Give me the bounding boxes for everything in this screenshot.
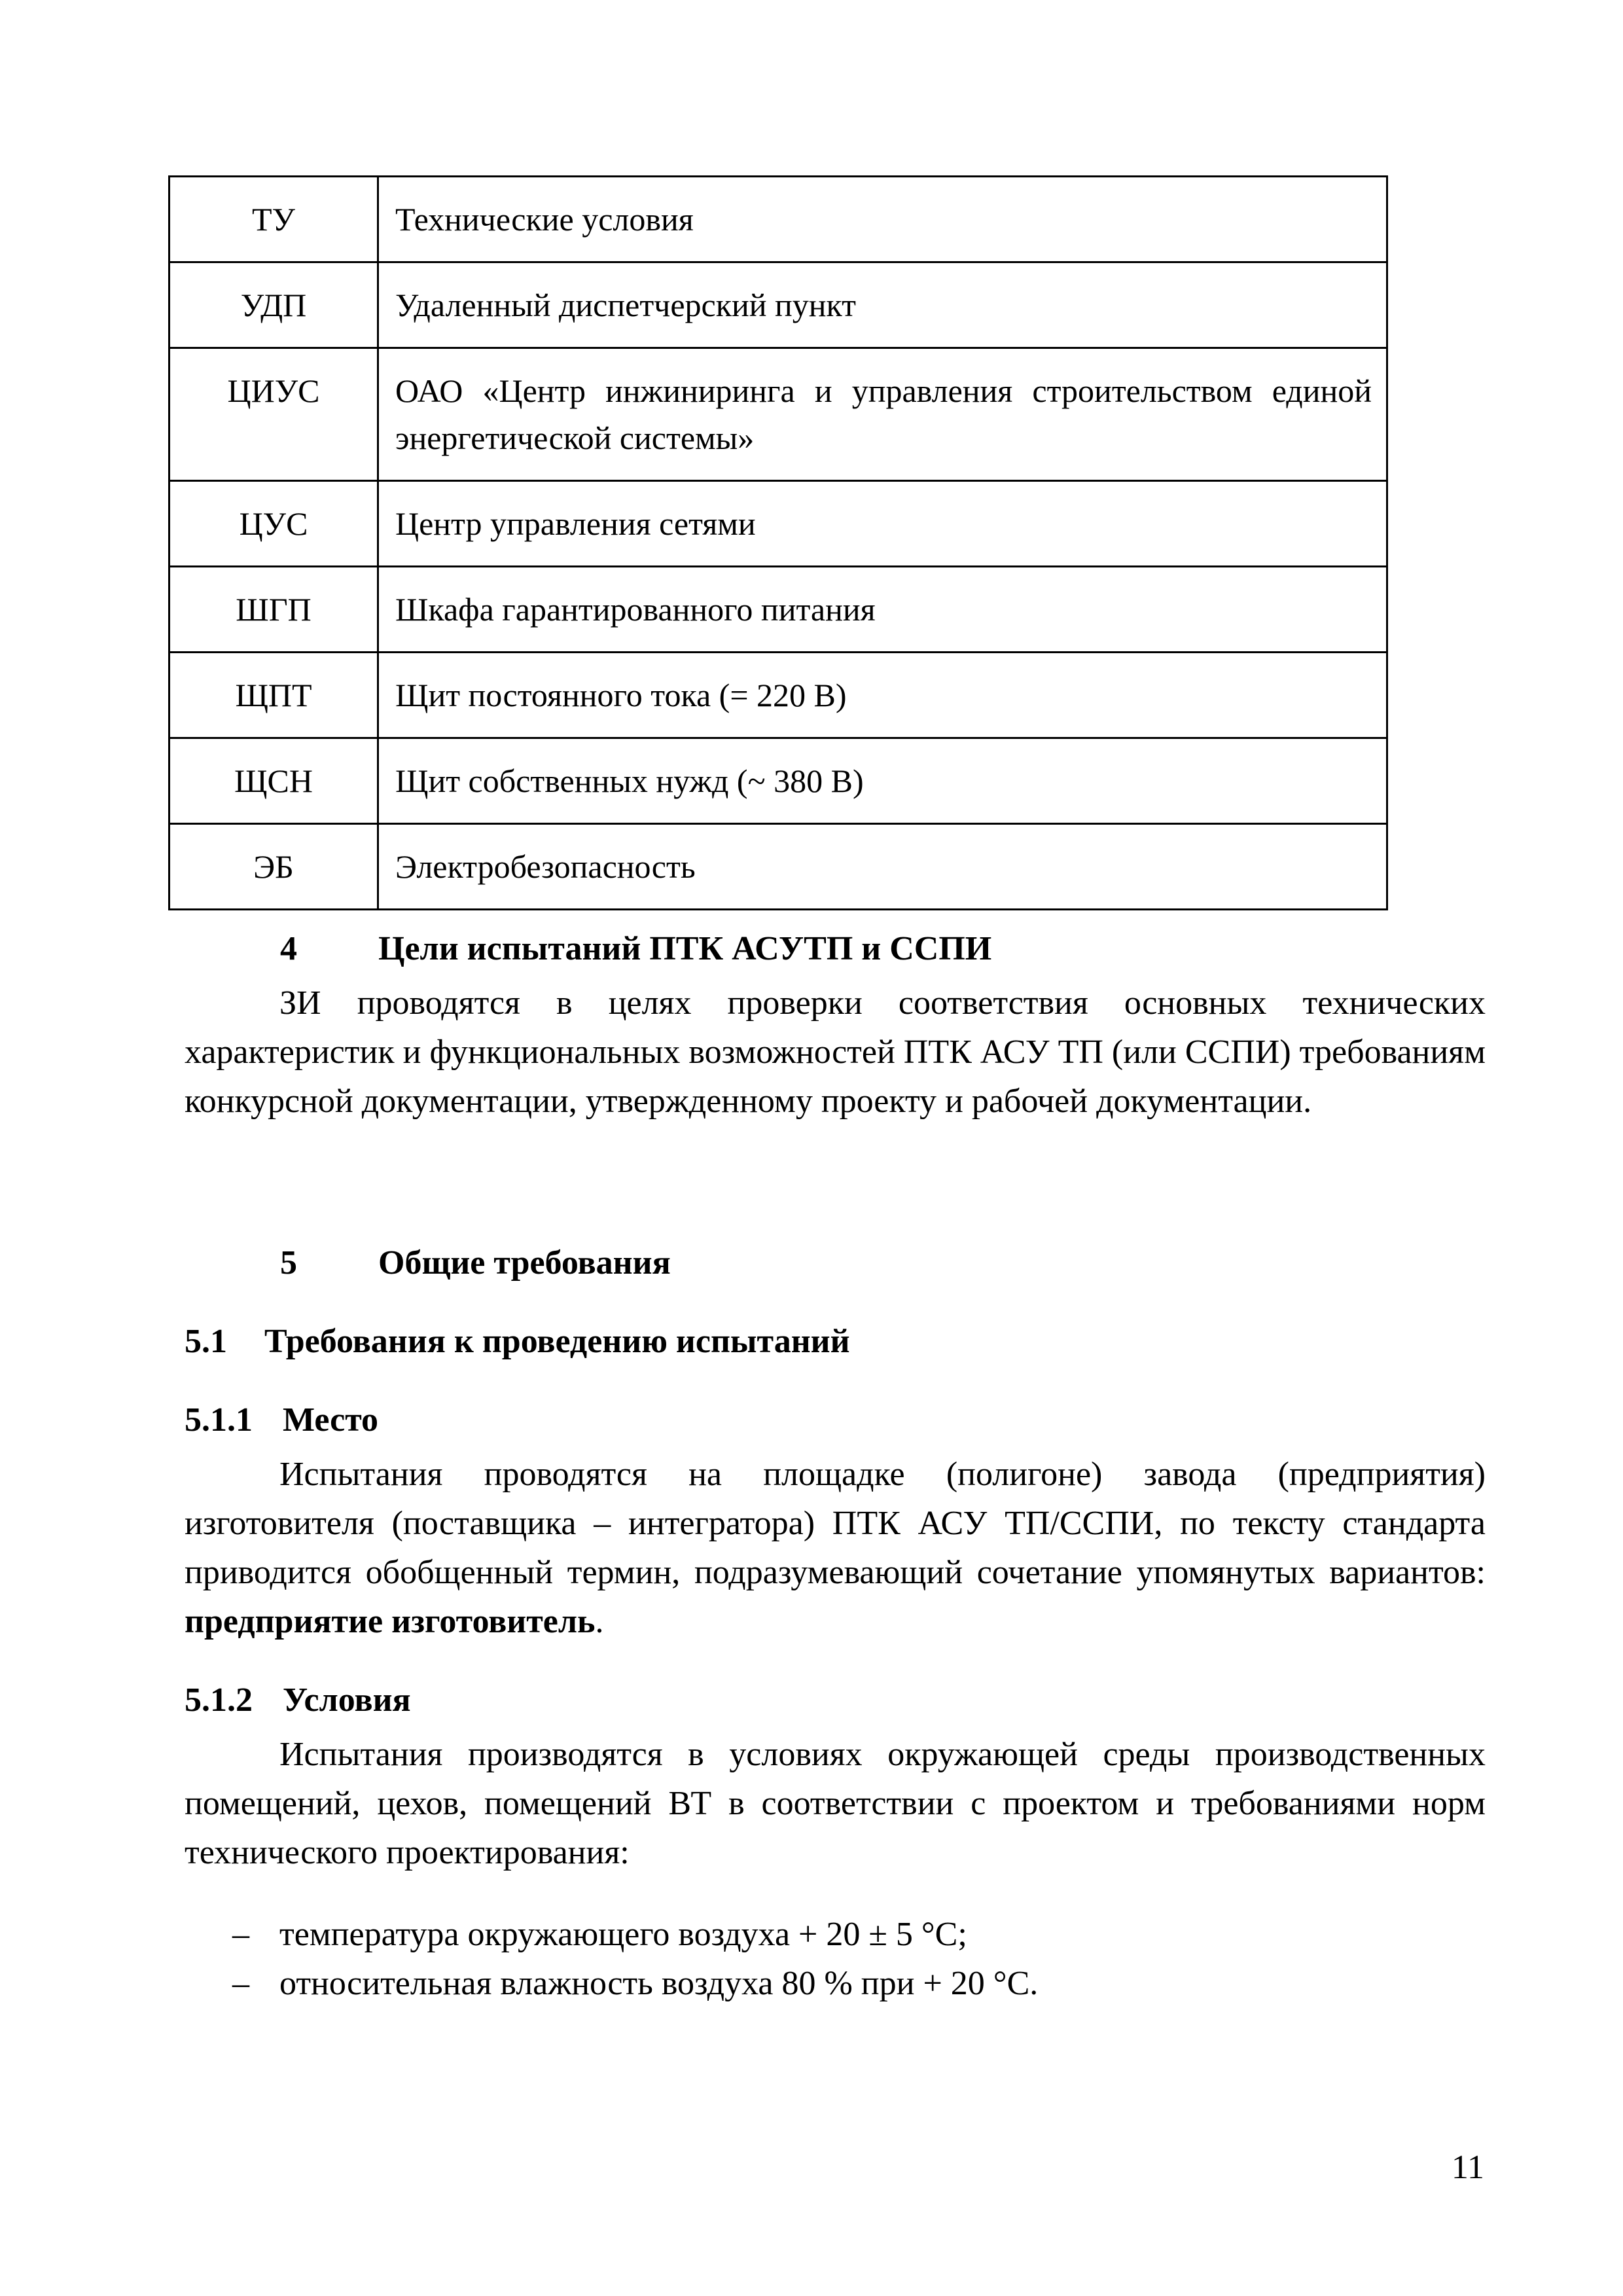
abbreviation-description: Технические условия xyxy=(378,177,1387,262)
section-5-1-heading xyxy=(185,1322,1486,1361)
paragraph-text: Испытания проводятся на площадке (полигоне) завода (предприятия) изготовителя (поставщика – интегратора) ПТК АСУ ТП/ССПИ, по тексту стандарта приводится обобщенный термин, подразумевающий сочетание упомянутых вариантов: xyxy=(185,1456,1486,1591)
section-title: Общие требования xyxy=(378,1244,671,1282)
emphasized-term: предприятие изготовитель xyxy=(185,1603,596,1640)
abbreviation-code: ШГП xyxy=(169,567,378,653)
section-4-heading xyxy=(280,929,1581,968)
section-number: 4 xyxy=(280,930,297,967)
section-title: Цели испытаний ПТК АСУТП и ССПИ xyxy=(378,930,992,967)
section-5-1-2-heading xyxy=(185,1681,1486,1719)
section-number: 5.1.1 xyxy=(185,1401,253,1439)
abbreviation-code: ЭБ xyxy=(169,824,378,910)
conditions-list xyxy=(232,1910,1476,2008)
table-row xyxy=(169,738,1387,824)
abbreviation-code: ЩПТ xyxy=(169,653,378,738)
table-row xyxy=(169,824,1387,910)
section-4-paragraph: ЗИ проводятся в целях проверки соответствия основных технических характеристик и функциональных возможностей ПТК АСУ ТП (или ССПИ) требованиям конкурсной документации, утвержденному проекту и рабочей документации. xyxy=(185,984,1486,1120)
section-5-1-1-heading xyxy=(185,1401,1486,1439)
abbreviation-code: ЩСН xyxy=(169,738,378,824)
list-item xyxy=(232,1959,1476,2008)
abbreviation-description: Центр управления сетями xyxy=(378,481,1387,567)
table-row xyxy=(169,348,1387,481)
list-item-text: температура окружающего воздуха + 20 ± 5 °С; xyxy=(279,1916,967,1953)
abbreviation-description: Удаленный диспетчерский пункт xyxy=(378,262,1387,348)
section-number: 5.1 xyxy=(185,1323,227,1360)
abbreviation-code: ТУ xyxy=(169,177,378,262)
list-marker: – xyxy=(232,1965,249,2002)
table-row xyxy=(169,653,1387,738)
abbreviation-code: ЦИУС xyxy=(169,348,378,481)
table-row xyxy=(169,262,1387,348)
abbreviation-description: Электробезопасность xyxy=(378,824,1387,910)
list-item xyxy=(232,1910,1476,1959)
section-5-1-1-paragraph xyxy=(185,1450,1486,1646)
paragraph-end: . xyxy=(595,1603,604,1640)
table-row xyxy=(169,567,1387,653)
abbreviation-description: ОАО «Центр инжиниринга и управления строительством единой энергетической системы» xyxy=(378,348,1387,481)
table-row xyxy=(169,481,1387,567)
abbreviation-description: Щит постоянного тока (= 220 В) xyxy=(378,653,1387,738)
section-title: Условия xyxy=(283,1681,411,1719)
section-5-1-2-paragraph: Испытания производятся в условиях окружающей среды производственных помещений, цехов, помещений ВТ в соответствии с проектом и требованиями норм технического проектирования: xyxy=(185,1736,1486,1871)
abbreviation-code: УДП xyxy=(169,262,378,348)
section-number: 5 xyxy=(280,1244,297,1282)
list-item-text: относительная влажность воздуха 80 % при + 20 °С. xyxy=(279,1965,1039,2002)
section-5-heading xyxy=(280,1244,1581,1282)
table-row xyxy=(169,177,1387,262)
abbreviations-table xyxy=(168,175,1388,910)
abbreviation-code: ЦУС xyxy=(169,481,378,567)
section-number: 5.1.2 xyxy=(185,1681,253,1719)
section-title: Место xyxy=(283,1401,379,1439)
section-title: Требования к проведению испытаний xyxy=(264,1323,850,1360)
page-number: 11 xyxy=(1451,2149,1484,2186)
abbreviation-description: Шкафа гарантированного питания xyxy=(378,567,1387,653)
abbreviation-description: Щит собственных нужд (~ 380 В) xyxy=(378,738,1387,824)
list-marker: – xyxy=(232,1916,249,1953)
